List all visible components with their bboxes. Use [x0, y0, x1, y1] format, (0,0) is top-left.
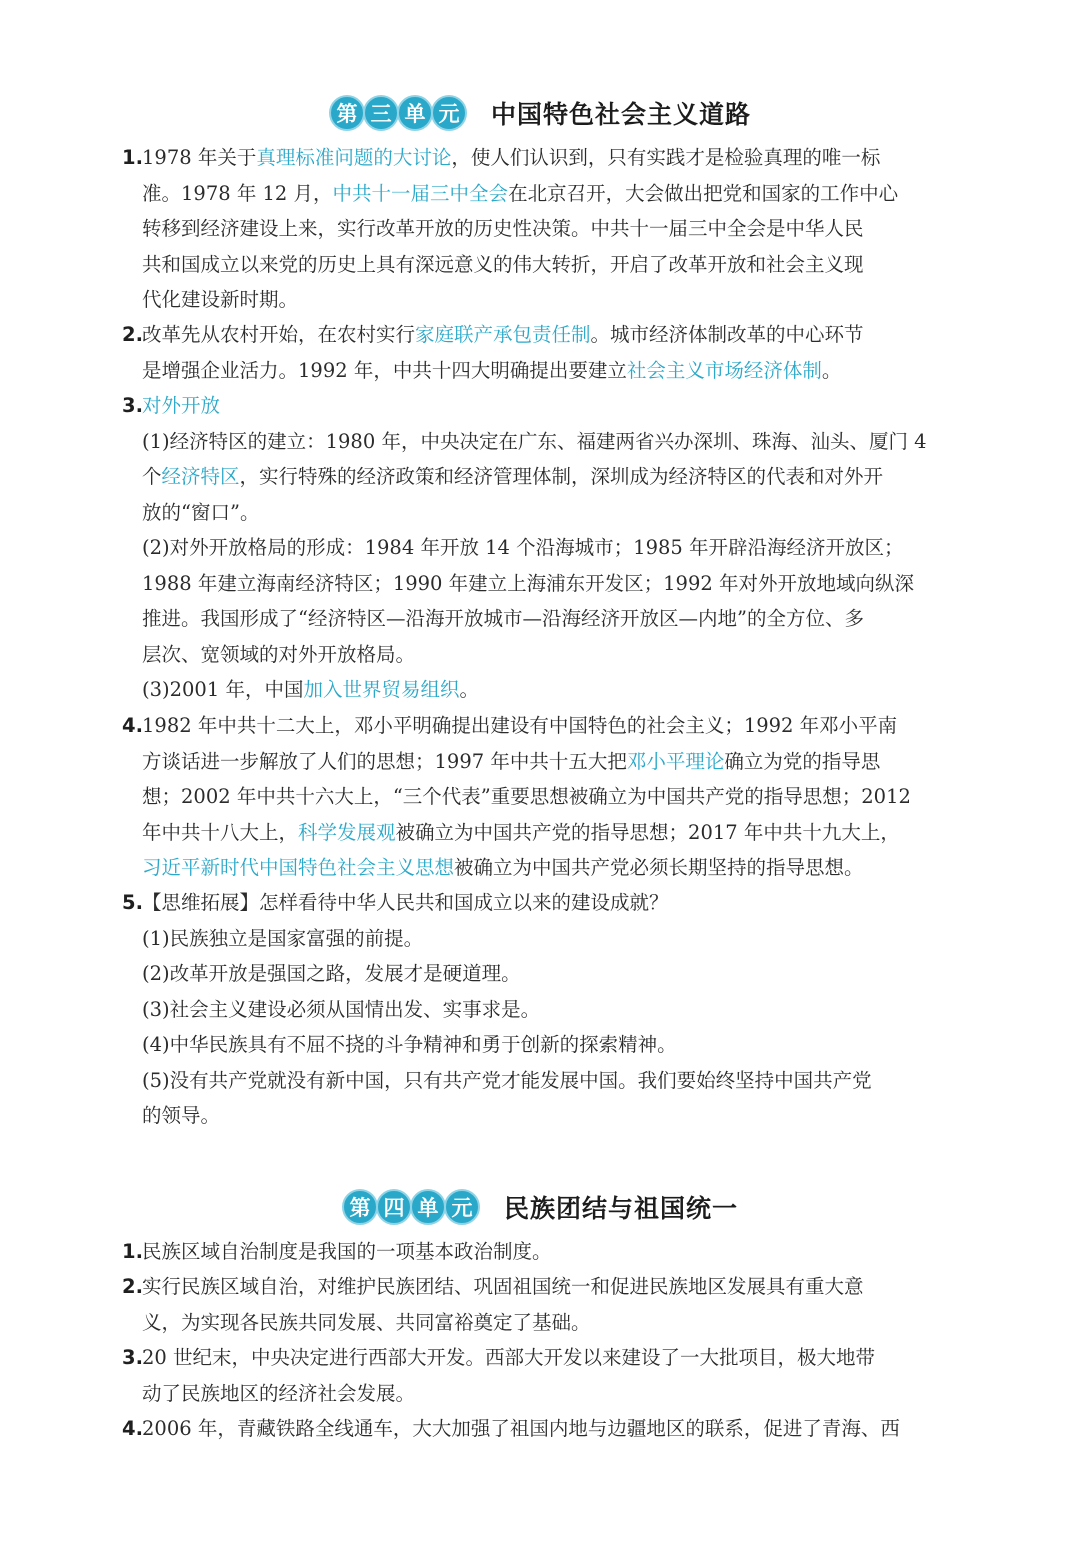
text-line — [142, 176, 988, 212]
key-term: 经济特区 — [161, 465, 240, 488]
unit3-badge-char: 单 — [397, 95, 433, 131]
text-segment: 确立为党的指导思 — [724, 749, 881, 773]
sub-point-line — [142, 424, 988, 460]
unit3-badge — [329, 95, 465, 131]
text-segment: (3)2001 年，中国 — [142, 678, 304, 701]
key-term: 中共十一届三中全会 — [332, 181, 509, 205]
unit3-badge-char: 元 — [431, 95, 467, 131]
key-term: 科学发展观 — [298, 820, 396, 844]
text-line — [142, 708, 988, 744]
text-segment: 个 — [142, 465, 162, 488]
item-body — [122, 388, 988, 708]
text-segment: (1)民族独立是国家富强的前提。 — [142, 926, 424, 950]
sub-point-line — [142, 637, 988, 673]
sub-point-line — [142, 921, 988, 957]
unit3-item-1 — [122, 140, 988, 318]
unit3-item-2 — [122, 317, 988, 388]
text-line — [142, 1411, 988, 1447]
key-term: 加入世界贸易组织 — [303, 678, 460, 701]
text-segment: 方谈话进一步解放了人们的思想；1997 年中共十五大把 — [142, 749, 627, 773]
text-line — [142, 140, 988, 176]
key-term: 邓小平理论 — [626, 749, 725, 773]
item-body — [122, 140, 988, 318]
item-number: 1. — [122, 146, 143, 169]
sub-point-line — [142, 1098, 988, 1134]
unit4-badge-char: 元 — [444, 1189, 480, 1225]
text-line — [142, 779, 988, 815]
text-segment: (4)中华民族具有不屈不挠的斗争精神和勇于创新的探索精神。 — [142, 1033, 677, 1056]
unit4-badge-char: 第 — [342, 1189, 378, 1225]
item-number: 1. — [122, 1240, 143, 1263]
item-number: 3. — [122, 1346, 143, 1369]
unit4-title: 民族团结与祖国统一 — [503, 1194, 738, 1223]
text-segment: 1988 年建立海南经济特区；1990 年建立上海浦东开发区；1992 年对外开放地域向纵深 — [142, 571, 914, 595]
text-segment: 。 — [821, 358, 842, 382]
unit3-item-4 — [122, 708, 988, 886]
item-number: 4. — [122, 714, 143, 737]
unit3-title: 中国特色社会主义道路 — [490, 100, 751, 129]
text-line — [142, 1269, 988, 1305]
unit4-badge-char: 四 — [376, 1189, 412, 1225]
item-body — [122, 885, 988, 1134]
key-term: 真理标准问题的大讨论 — [256, 146, 452, 169]
item-body — [122, 708, 988, 886]
text-segment: 实行民族区域自治，对维护民族团结、巩固祖国统一和促进民族地区发展具有重大意 — [142, 1275, 864, 1298]
sub-point-line — [142, 992, 988, 1028]
unit4-item-4 — [122, 1411, 988, 1447]
text-line — [142, 388, 988, 424]
sub-point-line — [142, 566, 988, 602]
text-segment: (2)改革开放是强国之路，发展才是硬道理。 — [142, 962, 521, 985]
text-segment: 放的“窗口”。 — [142, 500, 260, 524]
text-line — [142, 885, 988, 921]
text-segment: 。城市经济体制改革的中心环节 — [590, 323, 864, 346]
text-segment: 1982 年中共十二大上，邓小平明确提出建设有中国特色的社会主义；1992 年邓小平南 — [142, 714, 898, 737]
text-segment: (1)经济特区的建立：1980 年，中央决定在广东、福建两省兴办深圳、珠海、汕头、厦门 4 — [142, 429, 927, 453]
text-line — [142, 1234, 988, 1270]
item-number: 5. — [122, 891, 143, 914]
sub-point-line — [142, 459, 988, 495]
text-line — [142, 1376, 988, 1412]
sub-point-line — [142, 495, 988, 531]
unit4-item-1 — [122, 1234, 988, 1270]
sub-point-line — [142, 1063, 988, 1099]
unit3-item-5 — [122, 885, 988, 1134]
text-segment: 在北京召开，大会做出把党和国家的工作中心 — [508, 181, 899, 205]
text-segment: (5)没有共产党就没有新中国，只有共产党才能发展中国。我们要始终坚持中国共产党 — [142, 1068, 872, 1092]
key-term: 家庭联产承包责任制 — [415, 323, 591, 346]
text-segment: 20 世纪末，中央决定进行西部大开发。西部大开发以来建设了一大批项目，极大地带 — [142, 1346, 876, 1369]
text-segment: 想；2002 年中共十六大上，“三个代表”重要思想被确立为中国共产党的指导思想；2012 — [142, 785, 911, 808]
key-term: 社会主义市场经济体制 — [626, 358, 822, 382]
sub-point-line — [142, 601, 988, 637]
text-segment: 共和国成立以来党的历史上具有深远意义的伟大转折，开启了改革开放和社会主义现 — [142, 252, 864, 276]
unit3-header — [0, 91, 1080, 135]
item-body — [122, 1234, 988, 1270]
sub-point-line — [142, 672, 988, 708]
text-line — [142, 282, 988, 318]
key-term: 对外开放 — [142, 394, 221, 417]
sub-point-line — [142, 1027, 988, 1063]
item-body — [122, 317, 988, 388]
text-line — [142, 353, 988, 389]
text-line — [142, 317, 988, 353]
text-segment: 的领导。 — [142, 1104, 221, 1127]
text-segment: 年中共十八大上， — [142, 820, 299, 844]
text-line — [142, 247, 988, 283]
unit4-badge — [342, 1189, 478, 1225]
sub-point-line — [142, 530, 988, 566]
text-segment: 推进。我国形成了“经济特区—沿海开放城市—沿海经济开放区—内地”的全方位、多 — [142, 607, 864, 630]
unit3-item-3 — [122, 388, 988, 708]
item-number: 3. — [122, 394, 143, 417]
text-segment: 2006 年，青藏铁路全线通车，大大加强了祖国内地与边疆地区的联系，促进了青海、西 — [142, 1417, 900, 1440]
item-body — [122, 1411, 988, 1447]
text-segment: (2)对外开放格局的形成：1984 年开放 14 个沿海城市；1985 年开辟沿海经济开放区； — [142, 536, 904, 559]
text-segment: 【思维拓展】怎样看待中华人民共和国成立以来的建设成就？ — [142, 891, 669, 914]
text-segment: 代化建设新时期。 — [142, 288, 299, 311]
text-segment: ，实行特殊的经济政策和经济管理体制，深圳成为经济特区的代表和对外开 — [239, 465, 884, 488]
text-segment: 转移到经济建设上来，实行改革开放的历史性决策。中共十一届三中全会是中华人民 — [142, 217, 864, 240]
text-segment: 民族区域自治制度是我国的一项基本政治制度。 — [142, 1240, 552, 1263]
unit3-badge-char: 第 — [329, 95, 365, 131]
text-segment: 1978 年关于 — [142, 146, 257, 169]
item-number: 4. — [122, 1417, 143, 1440]
unit4-item-2 — [122, 1269, 988, 1340]
item-number: 2. — [122, 1275, 143, 1298]
text-segment: 改革先从农村开始，在农村实行 — [142, 323, 416, 346]
text-segment: 动了民族地区的经济社会发展。 — [142, 1381, 416, 1405]
unit3-badge-char: 三 — [363, 95, 399, 131]
text-segment: 准。1978 年 12 月， — [142, 181, 333, 205]
text-line — [142, 1340, 988, 1376]
item-body — [122, 1340, 988, 1411]
text-segment: 。 — [459, 678, 479, 701]
text-segment: ，使人们认识到，只有实践才是检验真理的唯一标 — [451, 146, 881, 169]
text-line — [142, 850, 988, 886]
text-line — [142, 744, 988, 780]
key-term: 习近平新时代中国特色社会主义思想 — [142, 856, 455, 879]
text-segment: (3)社会主义建设必须从国情出发、实事求是。 — [142, 997, 541, 1021]
item-body — [122, 1269, 988, 1340]
unit4-badge-char: 单 — [410, 1189, 446, 1225]
text-segment: 层次、宽领域的对外开放格局。 — [142, 642, 416, 666]
text-segment: 被确立为中国共产党的指导思想；2017 年中共十九大上， — [395, 820, 900, 844]
text-line — [142, 1305, 988, 1341]
item-number: 2. — [122, 323, 143, 346]
unit4-header — [0, 1185, 1080, 1229]
text-line — [142, 815, 988, 851]
text-line — [142, 211, 988, 247]
text-segment: 是增强企业活力。1992 年，中共十四大明确提出要建立 — [142, 358, 627, 382]
text-segment: 被确立为中国共产党必须长期坚持的指导思想。 — [454, 856, 864, 879]
sub-point-line — [142, 956, 988, 992]
unit4-item-3 — [122, 1340, 988, 1411]
text-segment: 义，为实现各民族共同发展、共同富裕奠定了基础。 — [142, 1310, 591, 1334]
